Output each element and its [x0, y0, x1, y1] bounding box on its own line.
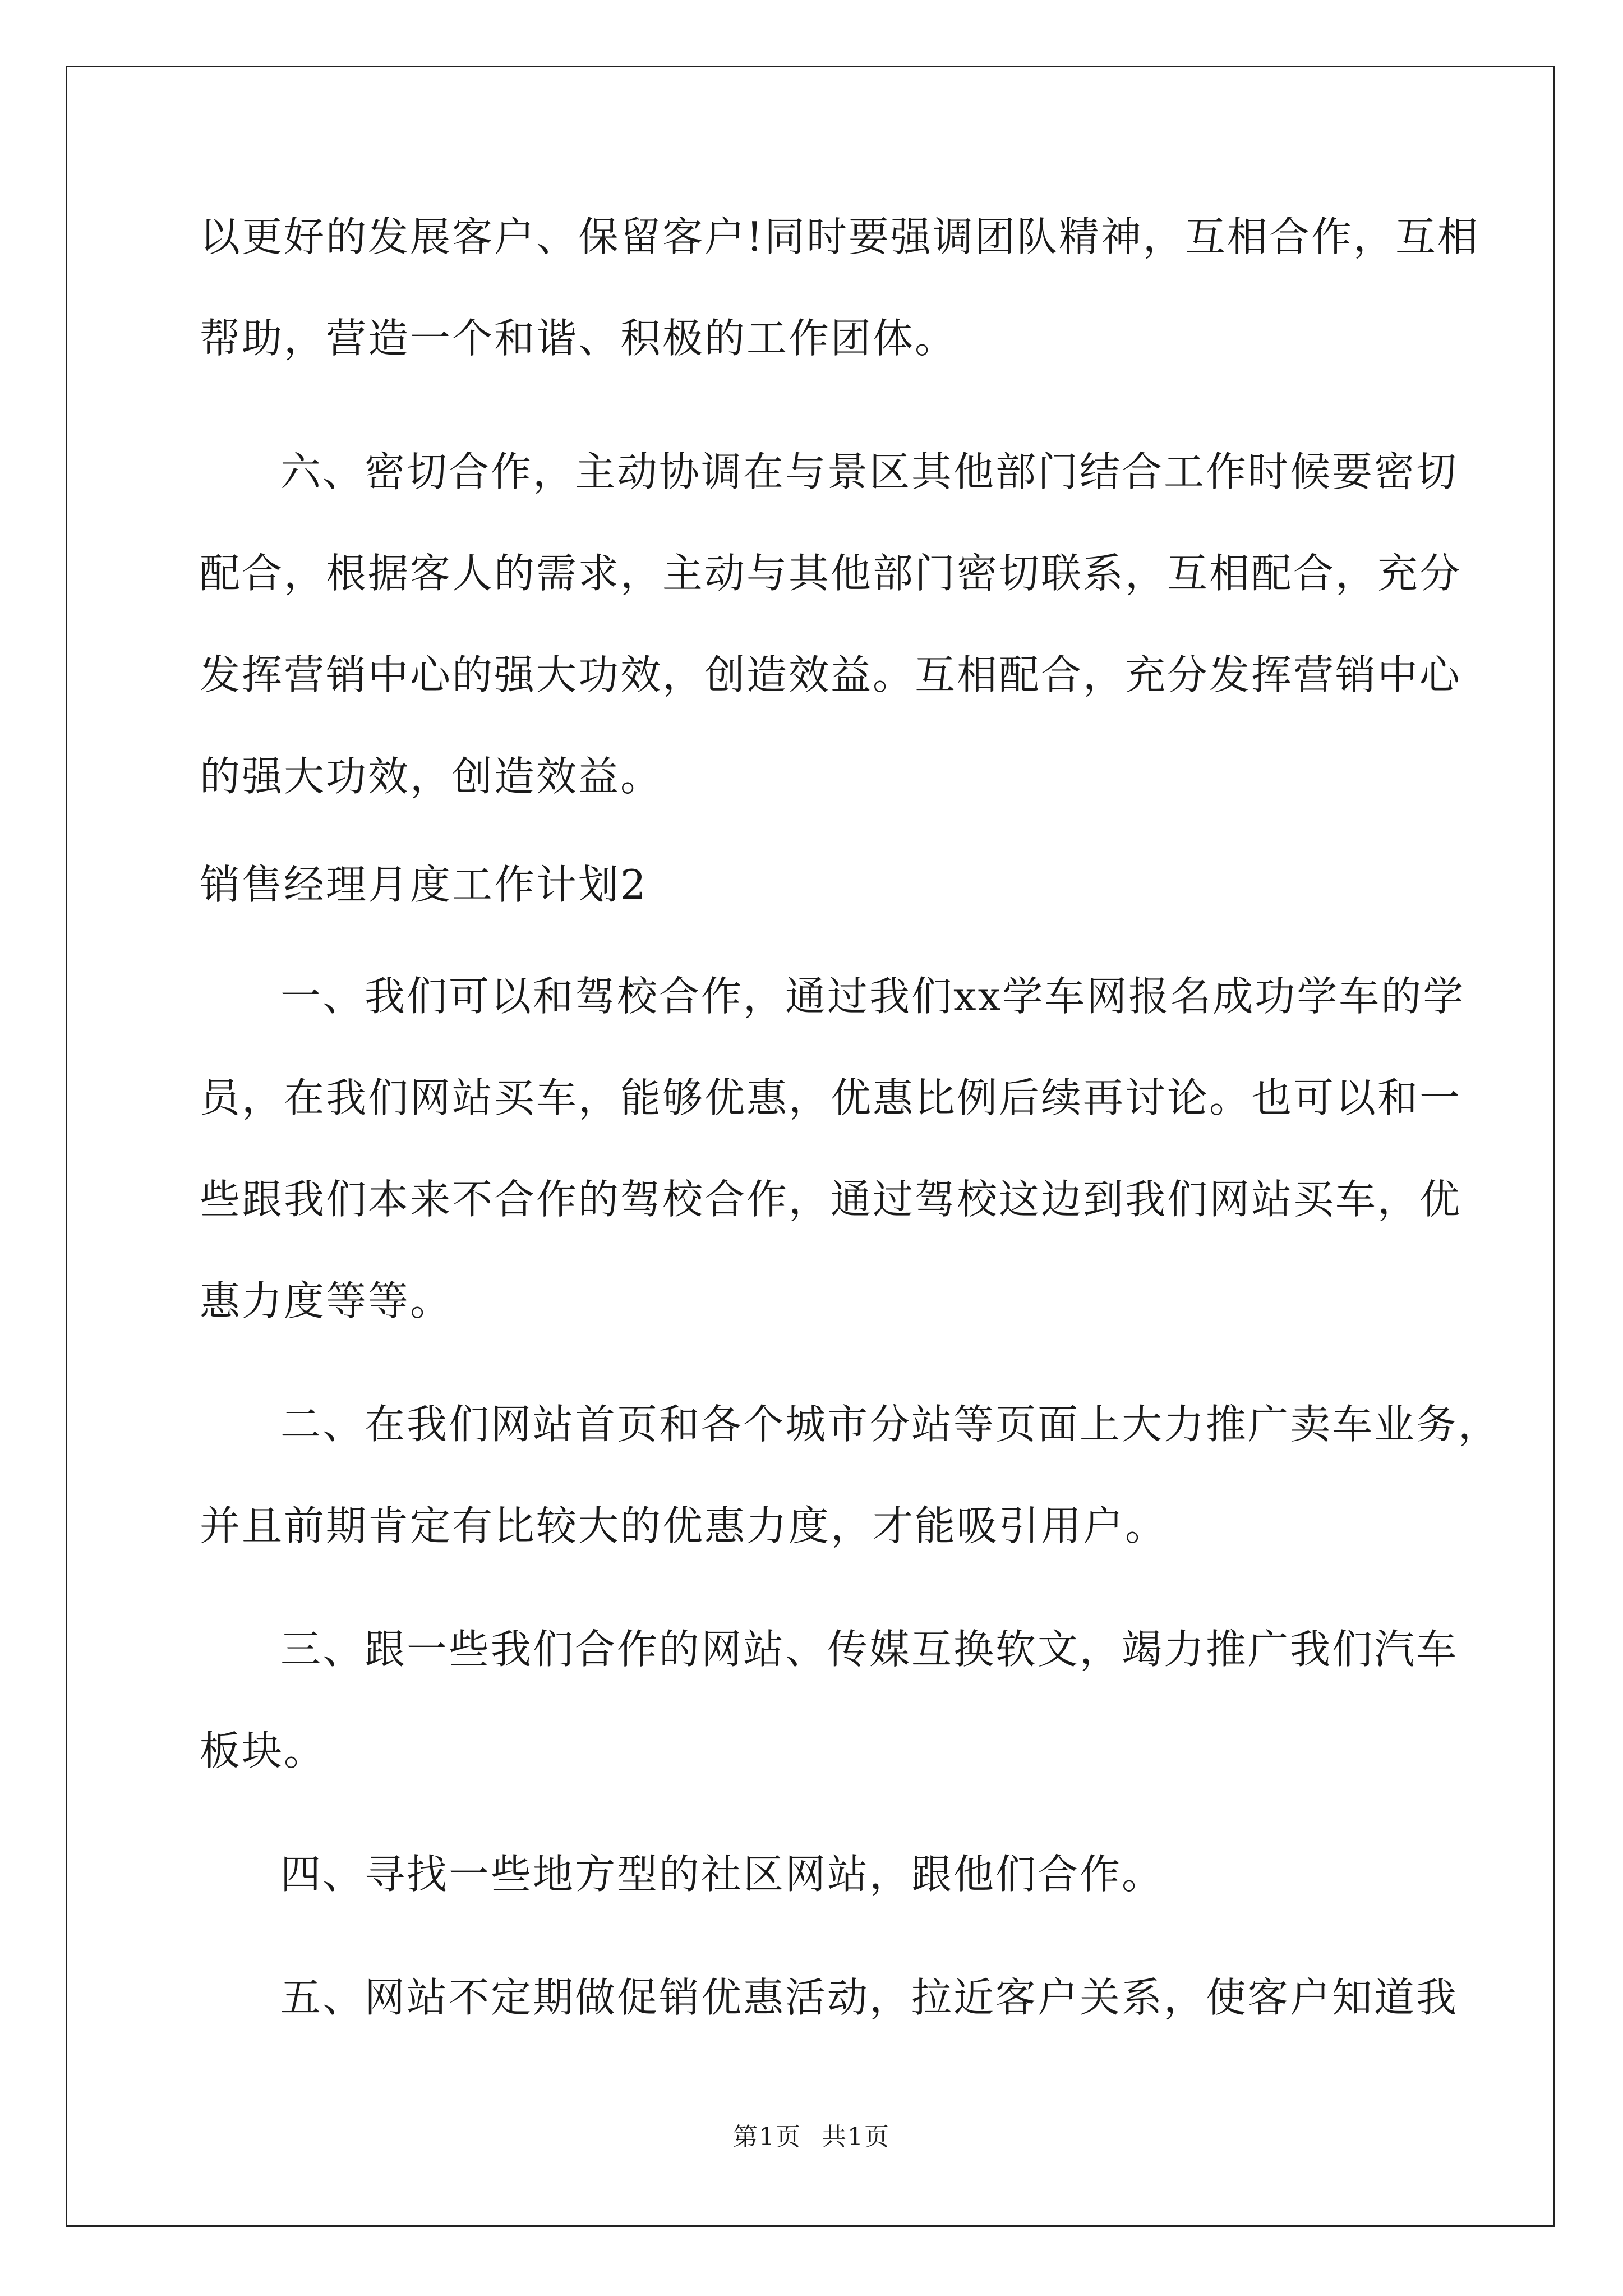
paragraph-line: 配合，根据客人的需求，主动与其他部门密切联系，互相配合，充分 [200, 550, 1462, 597]
page-border [66, 66, 1555, 2227]
page-number-total: 共1页 [822, 2123, 890, 2151]
paragraph-line: 些跟我们本来不合作的驾校合作，通过驾校这边到我们网站买车，优 [200, 1176, 1462, 1223]
paragraph-line: 帮助，营造一个和谐、积极的工作团体。 [200, 315, 957, 362]
paragraph-line: 板块。 [200, 1727, 326, 1774]
paragraph-line: 二、在我们网站首页和各个城市分站等页面上大力推广卖车业务， [280, 1401, 1501, 1448]
paragraph-line: 发挥营销中心的强大功效，创造效益。互相配合，充分发挥营销中心 [200, 651, 1462, 698]
paragraph-line: 员，在我们网站买车，能够优惠，优惠比例后续再讨论。也可以和一 [200, 1074, 1462, 1121]
paragraph-line: 三、跟一些我们合作的网站、传媒互换软文，竭力推广我们汽车 [280, 1626, 1459, 1673]
paragraph-line: 并且前期肯定有比较大的优惠力度，才能吸引用户。 [200, 1502, 1168, 1549]
section-heading: 销售经理月度工作计划2 [200, 861, 648, 908]
paragraph-line: 一、我们可以和驾校合作，通过我们xx学车网报名成功学车的学 [280, 973, 1465, 1020]
paragraph-line: 四、寻找一些地方型的社区网站，跟他们合作。 [280, 1851, 1164, 1898]
paragraph-line: 六、密切合作，主动协调在与景区其他部门结合工作时候要密切 [280, 448, 1459, 495]
paragraph-line: 的强大功效，创造效益。 [200, 753, 663, 800]
page-number-current: 第1页 [733, 2123, 801, 2151]
paragraph-line: 五、网站不定期做促销优惠活动，拉近客户关系，使客户知道我 [280, 1974, 1459, 2021]
paragraph-line: 以更好的发展客户、保留客户!同时要强调团队精神，互相合作，互相 [200, 213, 1479, 260]
paragraph-line: 惠力度等等。 [200, 1277, 453, 1324]
page-footer [0, 2120, 1623, 2154]
